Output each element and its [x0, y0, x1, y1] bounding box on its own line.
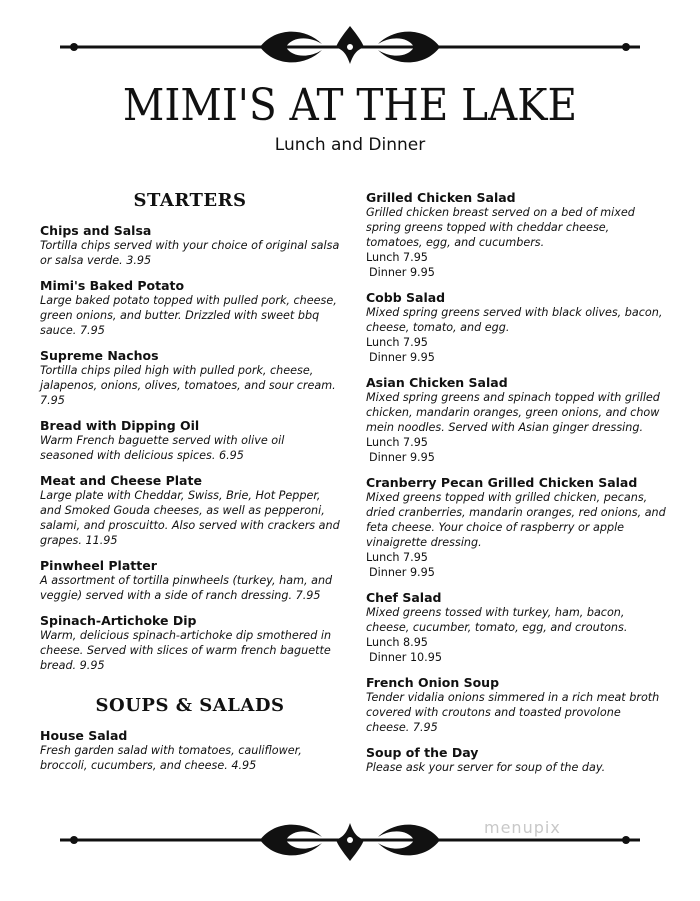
menu-item [366, 475, 666, 580]
item-price: 6.95 [218, 449, 244, 462]
item-name: Cobb Salad [366, 290, 446, 305]
menu-item [40, 223, 340, 268]
menu-subtitle: Lunch and Dinner [274, 135, 426, 155]
item-name: Grilled Chicken Salad [366, 190, 516, 205]
item-description: Tender vidalia onions simmered in a rich meat broth covered with croutons and toasted provolone cheese. 7.95 [366, 691, 660, 734]
item-name: French Onion Soup [366, 675, 500, 690]
left-column [40, 190, 340, 783]
item-price: 7.95 [412, 721, 438, 734]
item-description: Tortilla chips piled high with pulled pork, cheese, jalapenos, onions, olives, tomatoes, and sour cream. 7.95 [40, 364, 336, 407]
item-description: A assortment of tortilla pinwheels (turkey, ham, and veggie) served with a side of ranch dressing. 7.95 [40, 574, 333, 602]
item-price: 7.95 [79, 324, 105, 337]
menu-item [40, 558, 340, 603]
item-price: 7.95 [295, 589, 321, 602]
top-flourish-divider [60, 22, 640, 72]
item-price: 3.95 [126, 254, 152, 267]
item-description: Mixed greens tossed with turkey, ham, bacon, cheese, cucumber, tomato, egg, and croutons. [366, 606, 628, 634]
menu-item [366, 745, 666, 775]
item-name: Cranberry Pecan Grilled Chicken Salad [366, 475, 638, 490]
menu-item [40, 418, 340, 463]
menupix-watermark: menupix [484, 818, 561, 837]
item-description: Tortilla chips served with your choice of original salsa or salsa verde. 3.95 [40, 239, 340, 267]
item-name: Mimi's Baked Potato [40, 278, 185, 293]
menu-item [40, 278, 340, 338]
right-column [366, 190, 666, 785]
item-name: Spinach-Artichoke Dip [40, 613, 197, 628]
lunch-price: Lunch 7.95 [366, 251, 428, 264]
item-description: Mixed spring greens served with black olives, bacon, cheese, tomato, and egg. [366, 306, 663, 334]
lunch-price: Lunch 8.95 [366, 636, 428, 649]
dinner-price: Dinner 9.95 [369, 266, 435, 279]
menu-item [366, 675, 666, 735]
menu-item [40, 728, 340, 773]
item-name: Chef Salad [366, 590, 442, 605]
restaurant-title: MIMI'S AT THE LAKE [122, 80, 578, 131]
item-price: 11.95 [85, 534, 118, 547]
item-name: Supreme Nachos [40, 348, 159, 363]
dinner-price: Dinner 10.95 [369, 651, 442, 664]
menu-item [366, 375, 666, 465]
soups-salads-heading: SOUPS & SALADS [95, 695, 285, 716]
item-description: Large plate with Cheddar, Swiss, Brie, Hot Pepper, and Smoked Gouda cheeses, as well as pepperoni, salami, and proscuitto. Also served with crackers and grapes. 11.95 [40, 489, 340, 547]
lunch-price: Lunch 7.95 [366, 551, 428, 564]
item-price: 9.95 [79, 659, 105, 672]
menu-item [40, 348, 340, 408]
dinner-price: Dinner 9.95 [369, 566, 435, 579]
item-description: Warm French baguette served with olive oil seasoned with delicious spices. 6.95 [40, 434, 285, 462]
item-name: Soup of the Day [366, 745, 479, 760]
item-description: Mixed greens topped with grilled chicken, pecans, dried cranberries, mandarin oranges, red onions, and feta cheese. Your choice of raspberry or apple vinaigrette dressing. [366, 491, 666, 549]
item-name: Bread with Dipping Oil [40, 418, 200, 433]
menu-item [366, 190, 666, 280]
lunch-price: Lunch 7.95 [366, 436, 428, 449]
item-price: 4.95 [231, 759, 257, 772]
item-description: Warm, delicious spinach-artichoke dip smothered in cheese. Served with slices of warm french baguette bread. 9.95 [40, 629, 332, 672]
menu-item [366, 290, 666, 365]
item-description: Fresh garden salad with tomatoes, cauliflower, broccoli, cucumbers, and cheese. 4.95 [40, 744, 302, 772]
dinner-price: Dinner 9.95 [369, 351, 435, 364]
item-name: Pinwheel Platter [40, 558, 157, 573]
item-name: Chips and Salsa [40, 223, 152, 238]
item-name: Meat and Cheese Plate [40, 473, 202, 488]
item-name: House Salad [40, 728, 128, 743]
menu-item [40, 613, 340, 673]
item-description: Grilled chicken breast served on a bed of mixed spring greens topped with cheddar cheese, tomatoes, egg, and cucumbers. [366, 206, 635, 249]
starters-heading: STARTERS [133, 190, 247, 211]
menu-item [366, 590, 666, 665]
dinner-price: Dinner 9.95 [369, 451, 435, 464]
item-description: Please ask your server for soup of the day. [366, 761, 606, 774]
menu-item [40, 473, 340, 548]
item-price: 7.95 [40, 394, 65, 407]
item-description: Large baked potato topped with pulled pork, cheese, green onions, and butter. Drizzled with sweet bbq sauce. 7.95 [40, 294, 337, 337]
item-name: Asian Chicken Salad [366, 375, 508, 390]
item-description: Mixed spring greens and spinach topped with grilled chicken, mandarin oranges, green onions, and chow mein noodles. Served with Asian ginger dressing. [366, 391, 660, 434]
lunch-price: Lunch 7.95 [366, 336, 428, 349]
